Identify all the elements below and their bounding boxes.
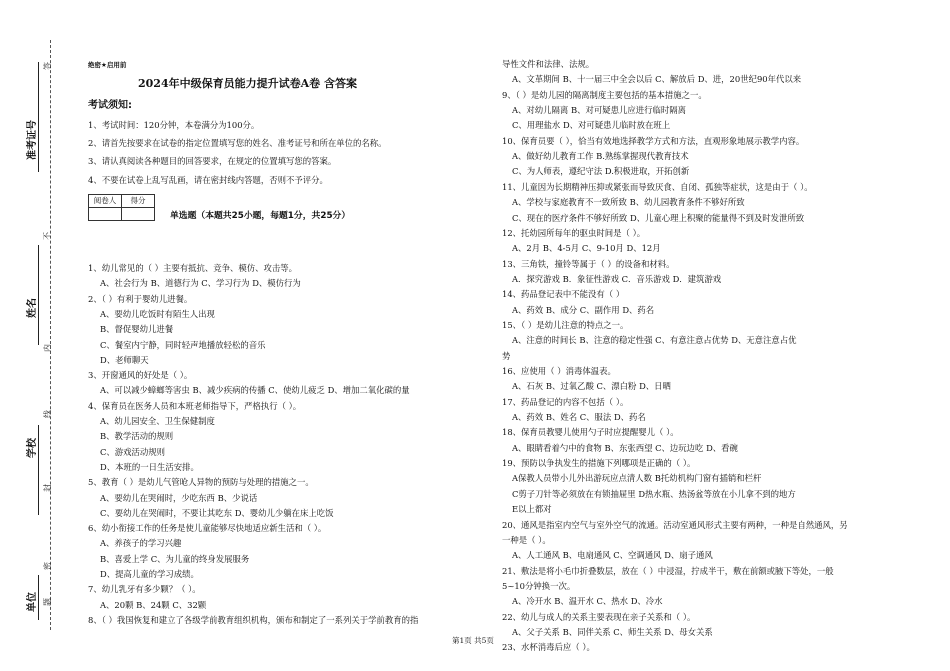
seal-line (50, 40, 51, 630)
question-line: A、学校与家庭教育不一致所致 B、幼儿园教育条件不够好所致 (512, 197, 745, 208)
notes-heading: 考试须知: (88, 100, 132, 111)
cut-char: 线 (43, 410, 52, 418)
question-line: A、社会行为 B、道德行为 C、学习行为 D、模仿行为 (100, 278, 301, 289)
question-line: A、做好幼儿教育工作 B.熟练掌握现代教育技术 (512, 151, 689, 162)
unit-underline (38, 575, 39, 620)
note-item: 4、不要在试卷上乱写乱画，请在密封线内答题，否则不予评分。 (88, 175, 328, 185)
question-line: A、20颗 B、24颗 C、32颗 (100, 599, 207, 610)
question-line: 2、（ ）有利于婴幼儿进餐。 (88, 293, 193, 304)
page-title: 2024年中级保育员能力提升试卷A卷 含答案 (138, 77, 357, 90)
question-line: A、药效 B、姓名 C、服法 D、药名 (512, 412, 646, 423)
question-line: A、对幼儿隔离 B、对可疑患儿应进行临时隔离 (512, 105, 686, 116)
question-line: 9、（ ）是幼儿园的隔离制度主要包括的基本措施之一。 (502, 89, 707, 100)
question-line: A、要幼儿在哭闹时，少吃东西 B、少说话 (100, 492, 258, 503)
question-line: A、2月 B、4-5月 C、9-10月 D、12月 (512, 243, 661, 254)
question-line: A、注意的时间长 B、注意的稳定性强 C、有意注意占优势 D、无意注意占优 (512, 335, 797, 346)
question-line: A、冷开水 B、温开水 C、热水 D、冷水 (512, 596, 663, 607)
question-line: 23、水杯消毒后应（ ）。 (502, 642, 595, 653)
score-cell: 得分 (122, 195, 155, 208)
question-line: 8、（ ）我国恢复和建立了各级学前教育组织机构，颁布和制定了一系列关于学前教育的指 (88, 614, 419, 625)
reviewer-blank[interactable] (89, 208, 122, 221)
question-line: 13、三角铁，撞铃等属于（ ）的设备和材料。 (502, 258, 675, 269)
cut-char: 密 (43, 562, 52, 570)
reviewer-cell: 阅卷人 (89, 195, 122, 208)
cut-char: 答 (43, 62, 52, 70)
question-line: D、本班的一日生活安排。 (100, 461, 199, 472)
exam-no-underline (38, 62, 39, 172)
question-line: A、要幼儿吃饭时有陌生人出现 (100, 308, 215, 319)
question-line: C、为人师表，遵纪守法 D.积极进取，开拓创新 (512, 166, 690, 177)
question-line: A、幼儿园安全、卫生保健制度 (100, 416, 215, 426)
cut-char: 封 (43, 484, 52, 492)
question-line: 1、幼儿常见的（ ）主要有抵抗、竞争、模仿、攻击等。 (88, 263, 297, 273)
cut-char: 题 (43, 598, 52, 606)
question-line: A、父子关系 B、同伴关系 C、师生关系 D、母女关系 (512, 626, 713, 637)
score-table (88, 194, 155, 221)
question-line: 17、药品登记的内容不包括（ ）。 (502, 396, 629, 407)
question-line: A、养孩子的学习兴趣 (100, 538, 182, 549)
name-label: 姓名 (27, 298, 38, 318)
name-underline (38, 245, 39, 345)
secret-mark: 绝密★启用前 (88, 61, 127, 69)
section-heading: 单选题（本题共25小题，每题1分，共25分） (170, 211, 351, 221)
question-line: 5、教育（ ）是幼儿气管呛人异物的预防与处理的措施之一。 (88, 477, 314, 488)
question-line: B、教学活动的规则 (100, 431, 174, 442)
question-line: D、老师聊天 (100, 354, 149, 365)
school-label: 学校 (27, 438, 38, 458)
question-line: 11、儿童因为长期精神压抑或紧张而导致厌食、自闭、孤独等症状，这是由于（ ）。 (502, 181, 813, 192)
question-line: 势 (502, 350, 511, 361)
question-line: A、石灰 B、过氧乙酸 C、漂白粉 D、日晒 (512, 381, 671, 392)
question-line: 4、保育员在医务人员和本班老师指导下，严格执行（ ）。 (88, 400, 302, 411)
question-line: A、药效 B、成分 C、副作用 D、药名 (512, 304, 655, 315)
question-line: C、现在的医疗条件不够好所致 D、儿童心理上积聚的能量得不到及时发泄所致 (512, 212, 805, 223)
question-line: 10、保育员要（ ），恰当有效地选择教学方式和方法，直观形象地展示教学内容。 (502, 135, 805, 146)
question-line: 3、开窗通风的好处是（ ）。 (88, 370, 193, 381)
question-line: 6、幼小衔接工作的任务是使儿童能够尽快地适应新生活和（ ）。 (88, 523, 327, 534)
cut-char: 不 (43, 232, 52, 240)
question-line: A保教人员带小儿外出游玩应点清人数 B托幼机构门窗有插销和栏杆 (512, 473, 762, 484)
question-line: C、游戏活动规则 (100, 446, 166, 457)
question-line: 7、幼儿乳牙有多少颗？（ ）。 (88, 584, 201, 595)
question-line: 19、预防以争执发生的措施下列哪项是正确的（ ）。 (502, 458, 696, 469)
question-line: 21、敷法是将小毛巾折叠数层，放在（ ）中浸湿，拧成半干，敷在前额或腋下等处，一般 (502, 565, 834, 576)
page-footer: 第1页 共5页 (452, 636, 494, 645)
note-item: 2、请首先按要求在试卷的指定位置填写您的姓名、准考证号和所在单位的名称。 (88, 138, 387, 148)
question-line: A、人工通风 B、电扇通风 C、空调通风 D、扇子通风 (512, 550, 713, 561)
exam-no-label: 准考证号 (27, 120, 38, 160)
score-blank[interactable] (122, 208, 155, 221)
question-line: 15、（ ）是幼儿注意的特点之一。 (502, 319, 629, 330)
question-line: 20、通风是指室内空气与室外空气的流通。活动室通风形式主要有两种，一种是自然通风，另 (502, 519, 848, 530)
question-line: A、文革期间 B、十一届三中全会以后 C、解放后 D、进，20世纪90年代以来 (512, 74, 802, 85)
question-line: C、要幼儿在哭闹时，不要让其吃东 D、婴幼儿少躺在床上吃饭 (100, 507, 334, 518)
question-line: C剪子刀针等必须放在有锁抽屉里 D热水瓶、热汤盆等放在小儿拿不到的地方 (512, 488, 796, 499)
question-line: 22、幼儿与成人的关系主要表现在亲子关系和（ ）。 (502, 611, 696, 622)
question-line: B、喜爱上学 C、为儿童的终身发展服务 (100, 553, 250, 564)
question-line: 导性文件和法律、法规。 (502, 59, 595, 69)
question-line: 5~10分钟换一次。 (502, 580, 576, 591)
unit-label: 单位 (27, 592, 38, 612)
question-line: 12、托幼园所每年的驱虫时间是（ ）。 (502, 227, 646, 238)
question-line: 14、药品登记表中不能没有（ ） (502, 289, 625, 300)
question-line: A、可以减少蟑螂等害虫 B、减少疾病的传播 C、使幼儿疲乏 D、增加二氧化碳的量 (100, 385, 410, 396)
note-item: 3、请认真阅读各种题目的回答要求，在规定的位置填写您的答案。 (88, 156, 337, 166)
question-line: C、用理盐水 D、对可疑患儿临时放在班上 (512, 120, 671, 131)
question-line: E以上都对 (512, 504, 552, 515)
note-item: 1、考试时间：120分钟，本卷满分为100分。 (88, 120, 260, 130)
question-line: C、餐室内宁静，同时轻声地播放轻松的音乐 (100, 339, 266, 350)
question-line: A．探究游戏 B．象征性游戏 C．音乐游戏 D．建筑游戏 (512, 273, 722, 284)
school-underline (38, 425, 39, 515)
question-line: A、眼睛看着勺中的食物 B、东张西望 C、边玩边吃 D、看碗 (512, 442, 738, 453)
question-line: D、提高儿童的学习成绩。 (100, 569, 199, 579)
question-line: 16、应使用（ ）消毒体温表。 (502, 366, 616, 376)
question-line: 一种是（ ）。 (502, 534, 551, 545)
question-line: B、督促婴幼儿进餐 (100, 324, 174, 335)
question-line: 18、保育员教婴儿使用勺子时应提醒婴儿（ ）。 (502, 427, 679, 438)
cut-char: 内 (43, 344, 52, 352)
